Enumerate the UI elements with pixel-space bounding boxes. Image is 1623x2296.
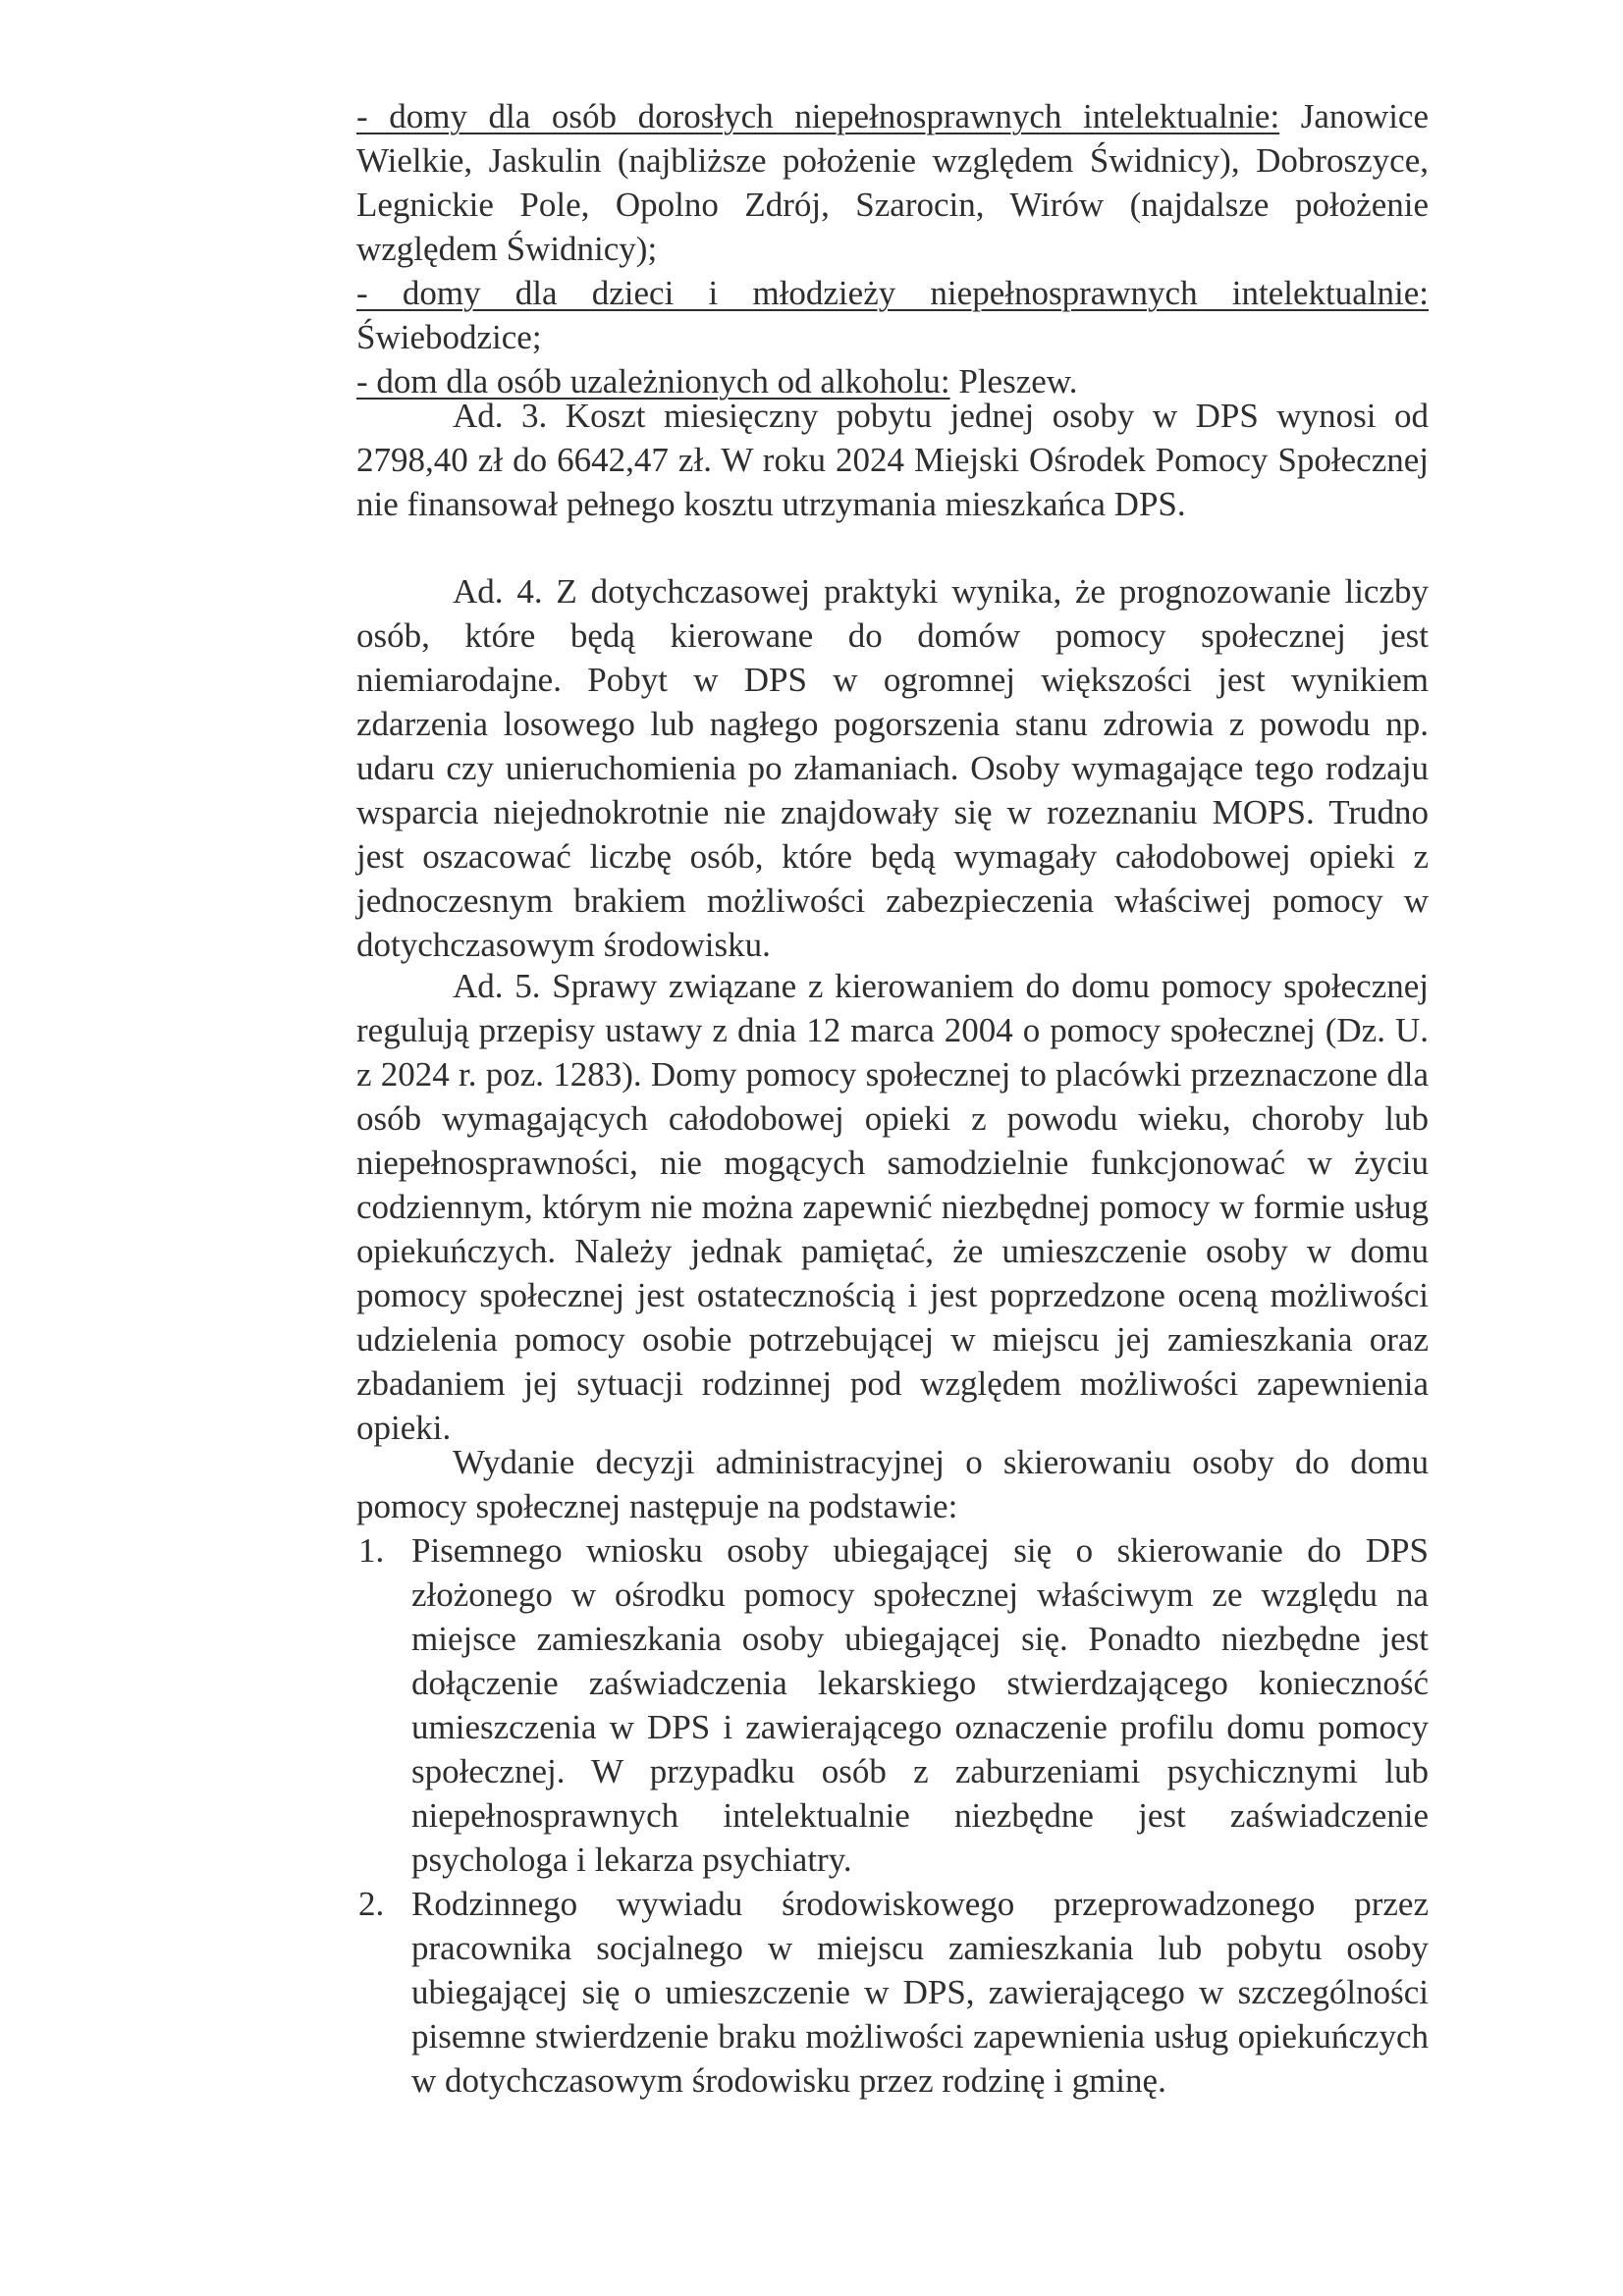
facility-adults <box>356 94 1429 271</box>
facility-alcohol-label: - dom dla osób uzależnionych od alkoholu: <box>356 362 950 400</box>
requirements-list <box>356 1528 1429 2103</box>
facility-children <box>356 271 1429 359</box>
paragraph-ad5: Ad. 5. Sprawy związane z kierowaniem do domu pomocy społecznej regulują przepisy ustawy z dnia 12 marca 2004 o pomocy społecznej (Dz. U. z 2024 r. poz. 1283). Domy pomocy społecznej to placówki przeznaczone dla osób wymagających całodobowej opieki z powodu wieku, choroby lub niepełnosprawności, nie mogących samodzielnie funkcjonować w życiu codziennym, którym nie można zapewnić niezbędnej pomocy w formie usług opiekuńczych. Należy jednak pamiętać, że umieszczenie osoby w domu pomocy społecznej jest ostatecznością i jest poprzedzone oceną możliwości udzielenia pomocy osobie potrzebującej w miejscu jej zamieszkania oraz zbadaniem jej sytuacji rodzinnej pod względem możliwości zapewnienia opieki. <box>356 967 1429 1447</box>
paragraph-ad4: Ad. 4. Z dotychczasowej praktyki wynika, że prognozowanie liczby osób, które będą kierowane do domów pomocy społecznej jest niemiarodajne. Pobyt w DPS w ogromnej większości jest wynikiem zdarzenia losowego lub nagłego pogorszenia stanu zdrowia z powodu np. udaru czy unieruchomienia po złamaniach. Osoby wymagające tego rodzaju wsparcia niejednokrotnie nie znajdowały się w rozeznaniu MOPS. Trudno jest oszacować liczbę osób, które będą wymagały całodobowej opieki z jednoczesnym brakiem możliwości zabezpieczenia właściwej pomocy w dotychczasowym środowisku. <box>356 572 1429 964</box>
facility-adults-text: Janowice Wielkie, Jaskulin (najbliższe położenie względem Świdnicy), Dobroszyce, Legnickie Pole, Opolno Zdrój, Szarocin, Wirów (najdalsze położenie względem Świdnicy); <box>356 97 1430 268</box>
list-item <box>356 1528 1429 1882</box>
list-item-number: 1. <box>358 1531 385 1570</box>
facility-children-label: - domy dla dzieci i młodzieży niepełnosprawnych intelektualnie: <box>356 274 1429 312</box>
facility-alcohol-text: Pleszew. <box>949 362 1078 400</box>
list-item-text: Rodzinnego wywiadu środowiskowego przeprowadzonego przez pracownika socjalnego w miejscu zamieszkania lub pobytu osoby ubiegającej się o umieszczenie w DPS, zawierającego w szczególności pisemne stwierdzenie braku możliwości zapewnienia usług opiekuńczych w dotychczasowym środowisku przez rodzinę i gminę. <box>411 1885 1429 2100</box>
list-item <box>356 1882 1429 2103</box>
facility-adults-label: - domy dla osób dorosłych niepełnosprawnych intelektualnie: <box>356 97 1280 135</box>
paragraph-decision-intro: Wydanie decyzji administracyjnej o skierowaniu osoby do domu pomocy społecznej następuje na podstawie: <box>356 1443 1429 1525</box>
paragraph-ad3: Ad. 3. Koszt miesięczny pobytu jednej osoby w DPS wynosi od 2798,40 zł do 6642,47 zł. W roku 2024 Miejski Ośrodek Pomocy Społecznej nie finansował pełnego kosztu utrzymania mieszkańca DPS. <box>356 397 1429 523</box>
facility-children-text: Świebodzice; <box>356 318 542 356</box>
list-item-number: 2. <box>358 1885 385 1923</box>
list-item-text: Pisemnego wniosku osoby ubiegającej się o skierowanie do DPS złożonego w ośrodku pomocy społecznej właściwym ze względu na miejsce zamieszkania osoby ubiegającej się. Ponadto niezbędne jest dołączenie zaświadczenia lekarskiego stwierdzającego konieczność umieszczenia w DPS i zawierającego oznaczenie profilu domu pomocy społecznej. W przypadku osób z zaburzeniami psychicznymi lub niepełnosprawnych intelektualnie niezbędne jest zaświadczenie psychologa i lekarza psychiatry. <box>411 1531 1429 1879</box>
facility-list <box>356 94 1429 403</box>
